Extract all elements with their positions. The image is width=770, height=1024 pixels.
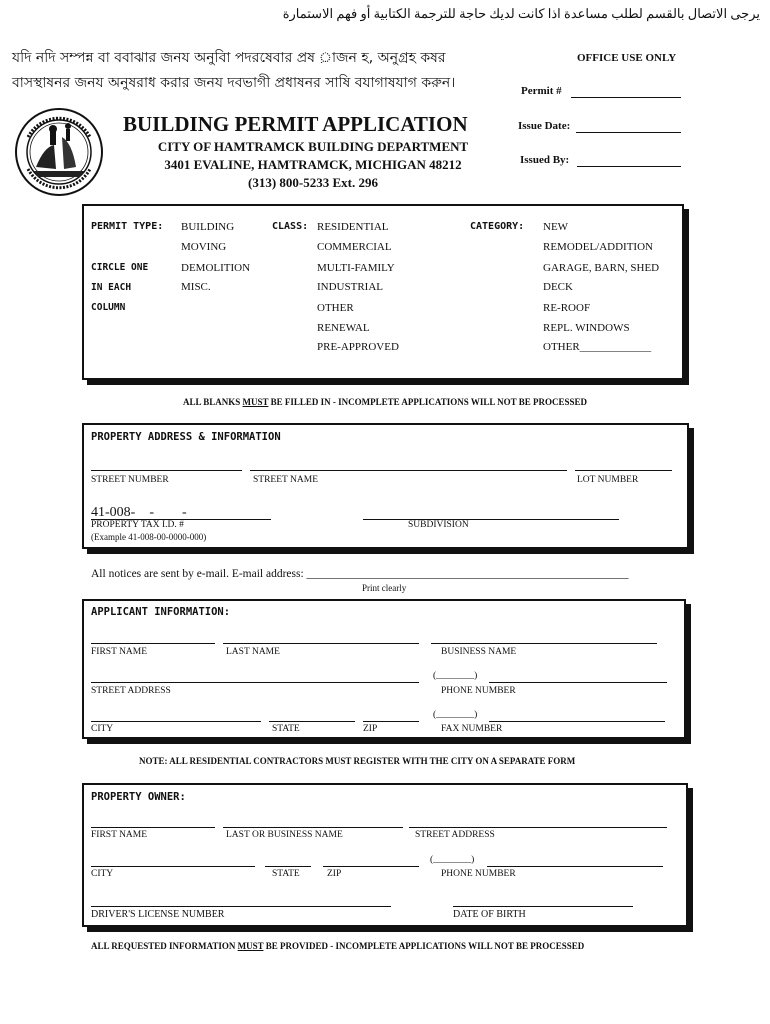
owner-city-field[interactable]	[91, 866, 255, 867]
department-name: CITY OF HAMTRAMCK BUILDING DEPARTMENT	[157, 139, 469, 154]
owner-first-name-field[interactable]	[91, 827, 215, 828]
applicant-section	[82, 599, 686, 739]
last-or-business-name-label: LAST OR BUSINESS NAME	[226, 830, 343, 840]
owner-phone-area-code-field[interactable]: (________)	[430, 855, 475, 865]
blanks-notice: ALL BLANKS MUST BE FILLED IN - INCOMPLETE APPLICATIONS WILL NOT BE PROCESSED	[183, 397, 587, 407]
date-of-birth-field[interactable]	[453, 906, 633, 907]
city-label: CITY	[91, 869, 114, 879]
category-option[interactable]: REPL. WINDOWS	[543, 322, 630, 334]
permit-number-label: Permit #	[521, 85, 562, 97]
issued-by-label: Issued By:	[520, 154, 570, 166]
lot-number-label: LOT NUMBER	[577, 475, 639, 485]
business-name-label: BUSINESS NAME	[441, 647, 517, 657]
property-owner-section	[82, 783, 688, 927]
owner-zip-field[interactable]	[323, 866, 419, 867]
applicant-zip-field[interactable]	[363, 721, 419, 722]
fax-number-label: FAX NUMBER	[441, 724, 503, 734]
phone-number-label: PHONE NUMBER	[441, 686, 516, 696]
instruction-line: COLUMN	[91, 302, 126, 313]
drivers-license-field[interactable]	[91, 906, 391, 907]
lot-number-field[interactable]	[575, 470, 672, 471]
owner-phone-field[interactable]	[487, 866, 663, 867]
email-address-field[interactable]: All notices are sent by e-mail. E-mail address: ________________________________________________________	[91, 568, 629, 580]
first-name-label: FIRST NAME	[91, 830, 148, 840]
street-number-label: STREET NUMBER	[91, 475, 169, 485]
date-of-birth-label: DATE OF BIRTH	[453, 909, 526, 920]
state-label: STATE	[272, 869, 300, 879]
subdivision-field[interactable]	[363, 519, 619, 520]
property-section	[82, 423, 689, 549]
subdivision-label: SUBDIVISION	[408, 520, 469, 530]
permit-type-section	[82, 204, 684, 380]
issue-date-field[interactable]	[576, 132, 681, 133]
city-label: CITY	[91, 724, 114, 734]
applicant-business-name-field[interactable]	[431, 643, 657, 644]
property-heading: PROPERTY ADDRESS & INFORMATION	[91, 431, 281, 443]
fax-area-code-field[interactable]: (________)	[433, 710, 478, 720]
tax-id-example: (Example 41-008-00-0000-000)	[91, 532, 207, 542]
street-number-field[interactable]	[91, 470, 242, 471]
permit-type-option[interactable]: MOVING	[181, 241, 227, 253]
category-option[interactable]: GARAGE, BARN, SHED	[543, 262, 660, 274]
applicant-fax-field[interactable]	[489, 721, 665, 722]
class-option[interactable]: COMMERCIAL	[317, 241, 392, 253]
street-name-field[interactable]	[250, 470, 567, 471]
bengali-notice-line1: যদি নদি সম্পন্ন বা ববাঝার জনয অনুবাি পদরষেবার প্রষ ়াজন হ, অনুগ্রহ কষর	[12, 50, 446, 66]
applicant-phone-field[interactable]	[489, 682, 667, 683]
street-address-label: STREET ADDRESS	[415, 830, 495, 840]
tax-id-label: PROPERTY TAX I.D. #	[91, 520, 184, 530]
class-option[interactable]: INDUSTRIAL	[317, 281, 383, 293]
owner-state-field[interactable]	[265, 866, 311, 867]
category-option[interactable]: RE-ROOF	[543, 302, 591, 314]
class-option[interactable]: RESIDENTIAL	[317, 221, 389, 233]
state-label: STATE	[272, 724, 300, 734]
class-option[interactable]: MULTI-FAMILY	[317, 262, 395, 274]
city-seal-logo	[14, 107, 104, 197]
first-name-label: FIRST NAME	[91, 647, 148, 657]
street-address-label: STREET ADDRESS	[91, 686, 171, 696]
applicant-first-name-field[interactable]	[91, 643, 215, 644]
category-option[interactable]: NEW	[543, 221, 569, 233]
department-address: 3401 EVALINE, HAMTRAMCK, MICHIGAN 48212	[164, 157, 462, 172]
instruction-line: CIRCLE ONE	[91, 262, 149, 273]
department-phone: (313) 800-5233 Ext. 296	[248, 175, 378, 190]
issue-date-label: Issue Date:	[518, 120, 571, 132]
class-option[interactable]: RENEWAL	[317, 322, 370, 334]
phone-area-code-field[interactable]: (________)	[433, 671, 478, 681]
applicant-city-field[interactable]	[91, 721, 261, 722]
permit-type-option[interactable]: DEMOLITION	[181, 262, 251, 274]
zip-label: ZIP	[363, 724, 378, 734]
print-clearly-note: Print clearly	[362, 583, 407, 593]
category-option[interactable]: OTHER_____________	[543, 341, 652, 353]
class-label: CLASS:	[272, 221, 309, 232]
category-option[interactable]: REMODEL/ADDITION	[543, 241, 653, 253]
applicant-street-address-field[interactable]	[91, 682, 419, 683]
requested-info-notice: ALL REQUESTED INFORMATION MUST BE PROVIDED - INCOMPLETE APPLICATIONS WILL NOT BE PROCESSED	[91, 941, 585, 951]
applicant-state-field[interactable]	[269, 721, 355, 722]
page-title: BUILDING PERMIT APPLICATION	[123, 112, 468, 136]
owner-street-address-field[interactable]	[409, 827, 667, 828]
category-label: CATEGORY:	[470, 221, 525, 232]
office-use-heading: OFFICE USE ONLY	[577, 52, 677, 64]
owner-heading: PROPERTY OWNER:	[91, 791, 186, 803]
instruction-line: IN EACH	[91, 282, 132, 293]
permit-type-label: PERMIT TYPE:	[91, 221, 164, 232]
bengali-notice-line2: বাসস্থাষনর জনয অনুষরাধ করার জনয দবভাগী প্রধাষনর সাষি বযাগাষযাগ করুন।	[12, 75, 456, 91]
phone-number-label: PHONE NUMBER	[441, 869, 516, 879]
zip-label: ZIP	[327, 869, 342, 879]
arabic-translation-notice: يرجى الاتصال بالقسم لطلب مساعدة اذا كانت لديك حاجة للترجمة الكتابية أو فهم الاستمارة	[282, 6, 760, 21]
applicant-heading: APPLICANT INFORMATION:	[91, 606, 231, 618]
contractor-registration-note: NOTE: ALL RESIDENTIAL CONTRACTORS MUST REGISTER WITH THE CITY ON A SEPARATE FORM	[139, 756, 576, 766]
permit-type-option[interactable]: MISC.	[181, 281, 211, 293]
drivers-license-label: DRIVER'S LICENSE NUMBER	[91, 909, 225, 920]
tax-id-prefilled: 41-008- - -	[91, 505, 187, 520]
last-name-label: LAST NAME	[226, 647, 280, 657]
permit-number-field[interactable]	[571, 97, 681, 98]
category-option[interactable]: DECK	[543, 281, 573, 293]
class-option[interactable]: OTHER	[317, 302, 354, 314]
class-option[interactable]: PRE-APPROVED	[317, 341, 399, 353]
street-name-label: STREET NAME	[253, 475, 319, 485]
applicant-last-name-field[interactable]	[223, 643, 419, 644]
permit-type-option[interactable]: BUILDING	[181, 221, 235, 233]
owner-last-name-field[interactable]	[223, 827, 403, 828]
issued-by-field[interactable]	[577, 166, 681, 167]
